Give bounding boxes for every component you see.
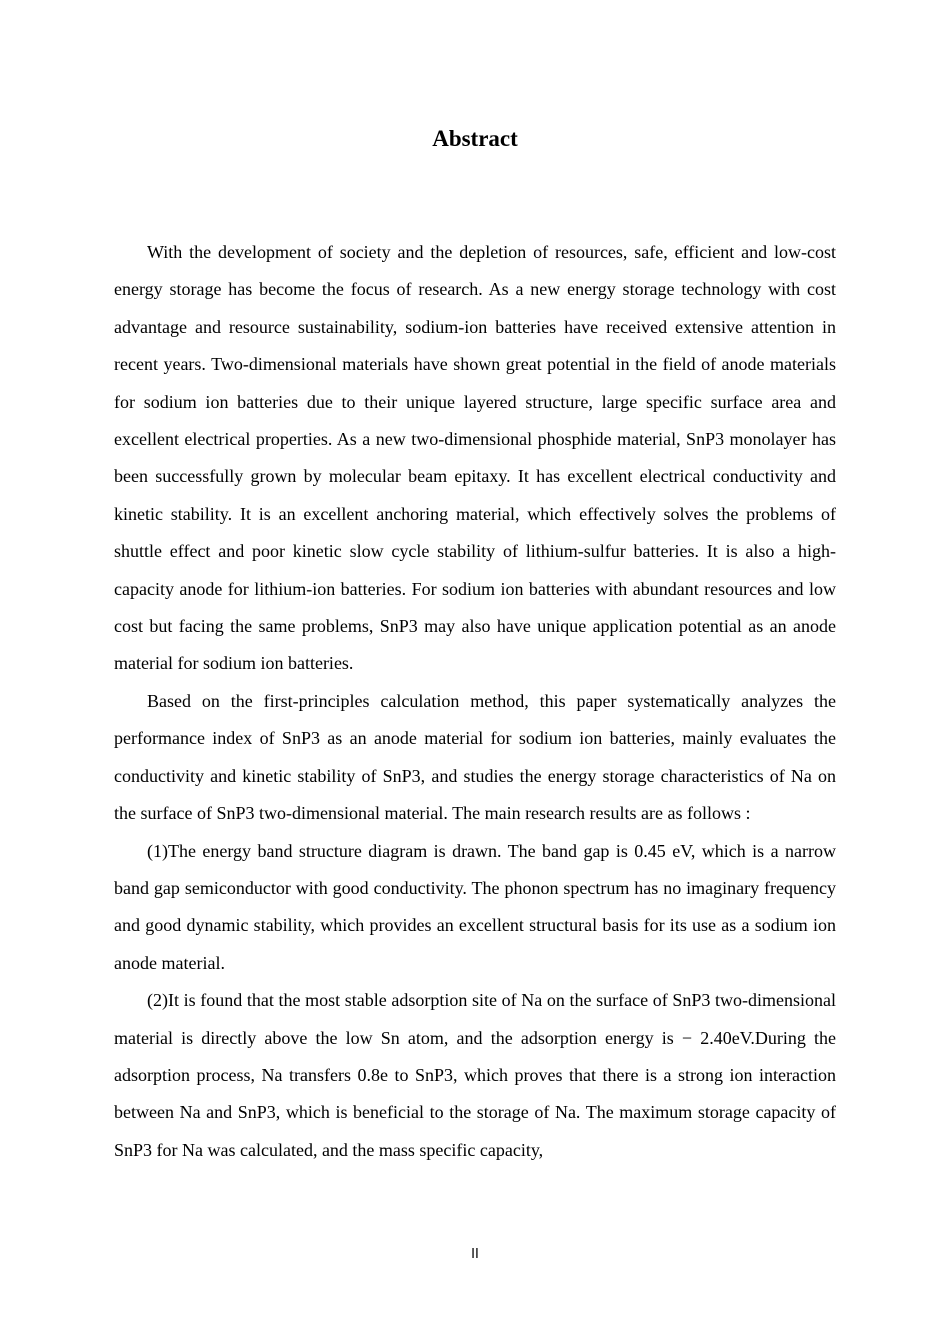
page-number: II <box>471 1247 479 1262</box>
paragraph-result-1: (1)The energy band structure diagram is drawn. The band gap is 0.45 eV, which is a narrow band gap semiconductor with good conductivity. The phonon spectrum has no imaginary frequency and good dynamic stability, which provides an excellent structural basis for its use as a sodium ion anode material. <box>114 840 836 973</box>
paragraph-result-2: (2)It is found that the most stable adsorption site of Na on the surface of SnP3 two-dimensional material is directly above the low Sn atom, and the adsorption energy is − 2.40eV.During the adsorption process, Na transfers 0.8e to SnP3, which proves that there is a strong ion interaction between Na and SnP3, which is beneficial to the storage of Na. The maximum storage capacity of SnP3 for Na was calculated, and the mass specific capacity, <box>114 990 836 1160</box>
page-title: Abstract <box>432 126 518 151</box>
paragraph-methods: Based on the first-principles calculation method, this paper systematically analyzes the performance index of SnP3 as an anode material for sodium ion batteries, mainly evaluates the conductivity and kinetic stability of SnP3, and studies the energy storage characteristics of Na on the surface of SnP3 two-dimensional material. The main research results are as follows : <box>114 690 836 824</box>
abstract-body <box>114 234 836 1169</box>
paragraph-intro: With the development of society and the depletion of resources, safe, efficient and low-cost energy storage has become the focus of research. As a new energy storage technology with cost advantage and resource sustainability, sodium-ion batteries have received extensive attention in recent years. Two-dimensional materials have shown great potential in the field of anode materials for sodium ion batteries due to their unique layered structure, large specific surface area and excellent electrical properties. As a new two-dimensional phosphide material, SnP3 monolayer has been successfully grown by molecular beam epitaxy. It has excellent electrical conductivity and kinetic stability. It is an excellent anchoring material, which effectively solves the problems of shuttle effect and poor kinetic slow cycle stability of lithium-sulfur batteries. It is also a high-capacity anode for lithium-ion batteries. For sodium ion batteries with abundant resources and low cost but facing the same problems, SnP3 may also have unique application potential as an anode material for sodium ion batteries. <box>114 242 836 674</box>
